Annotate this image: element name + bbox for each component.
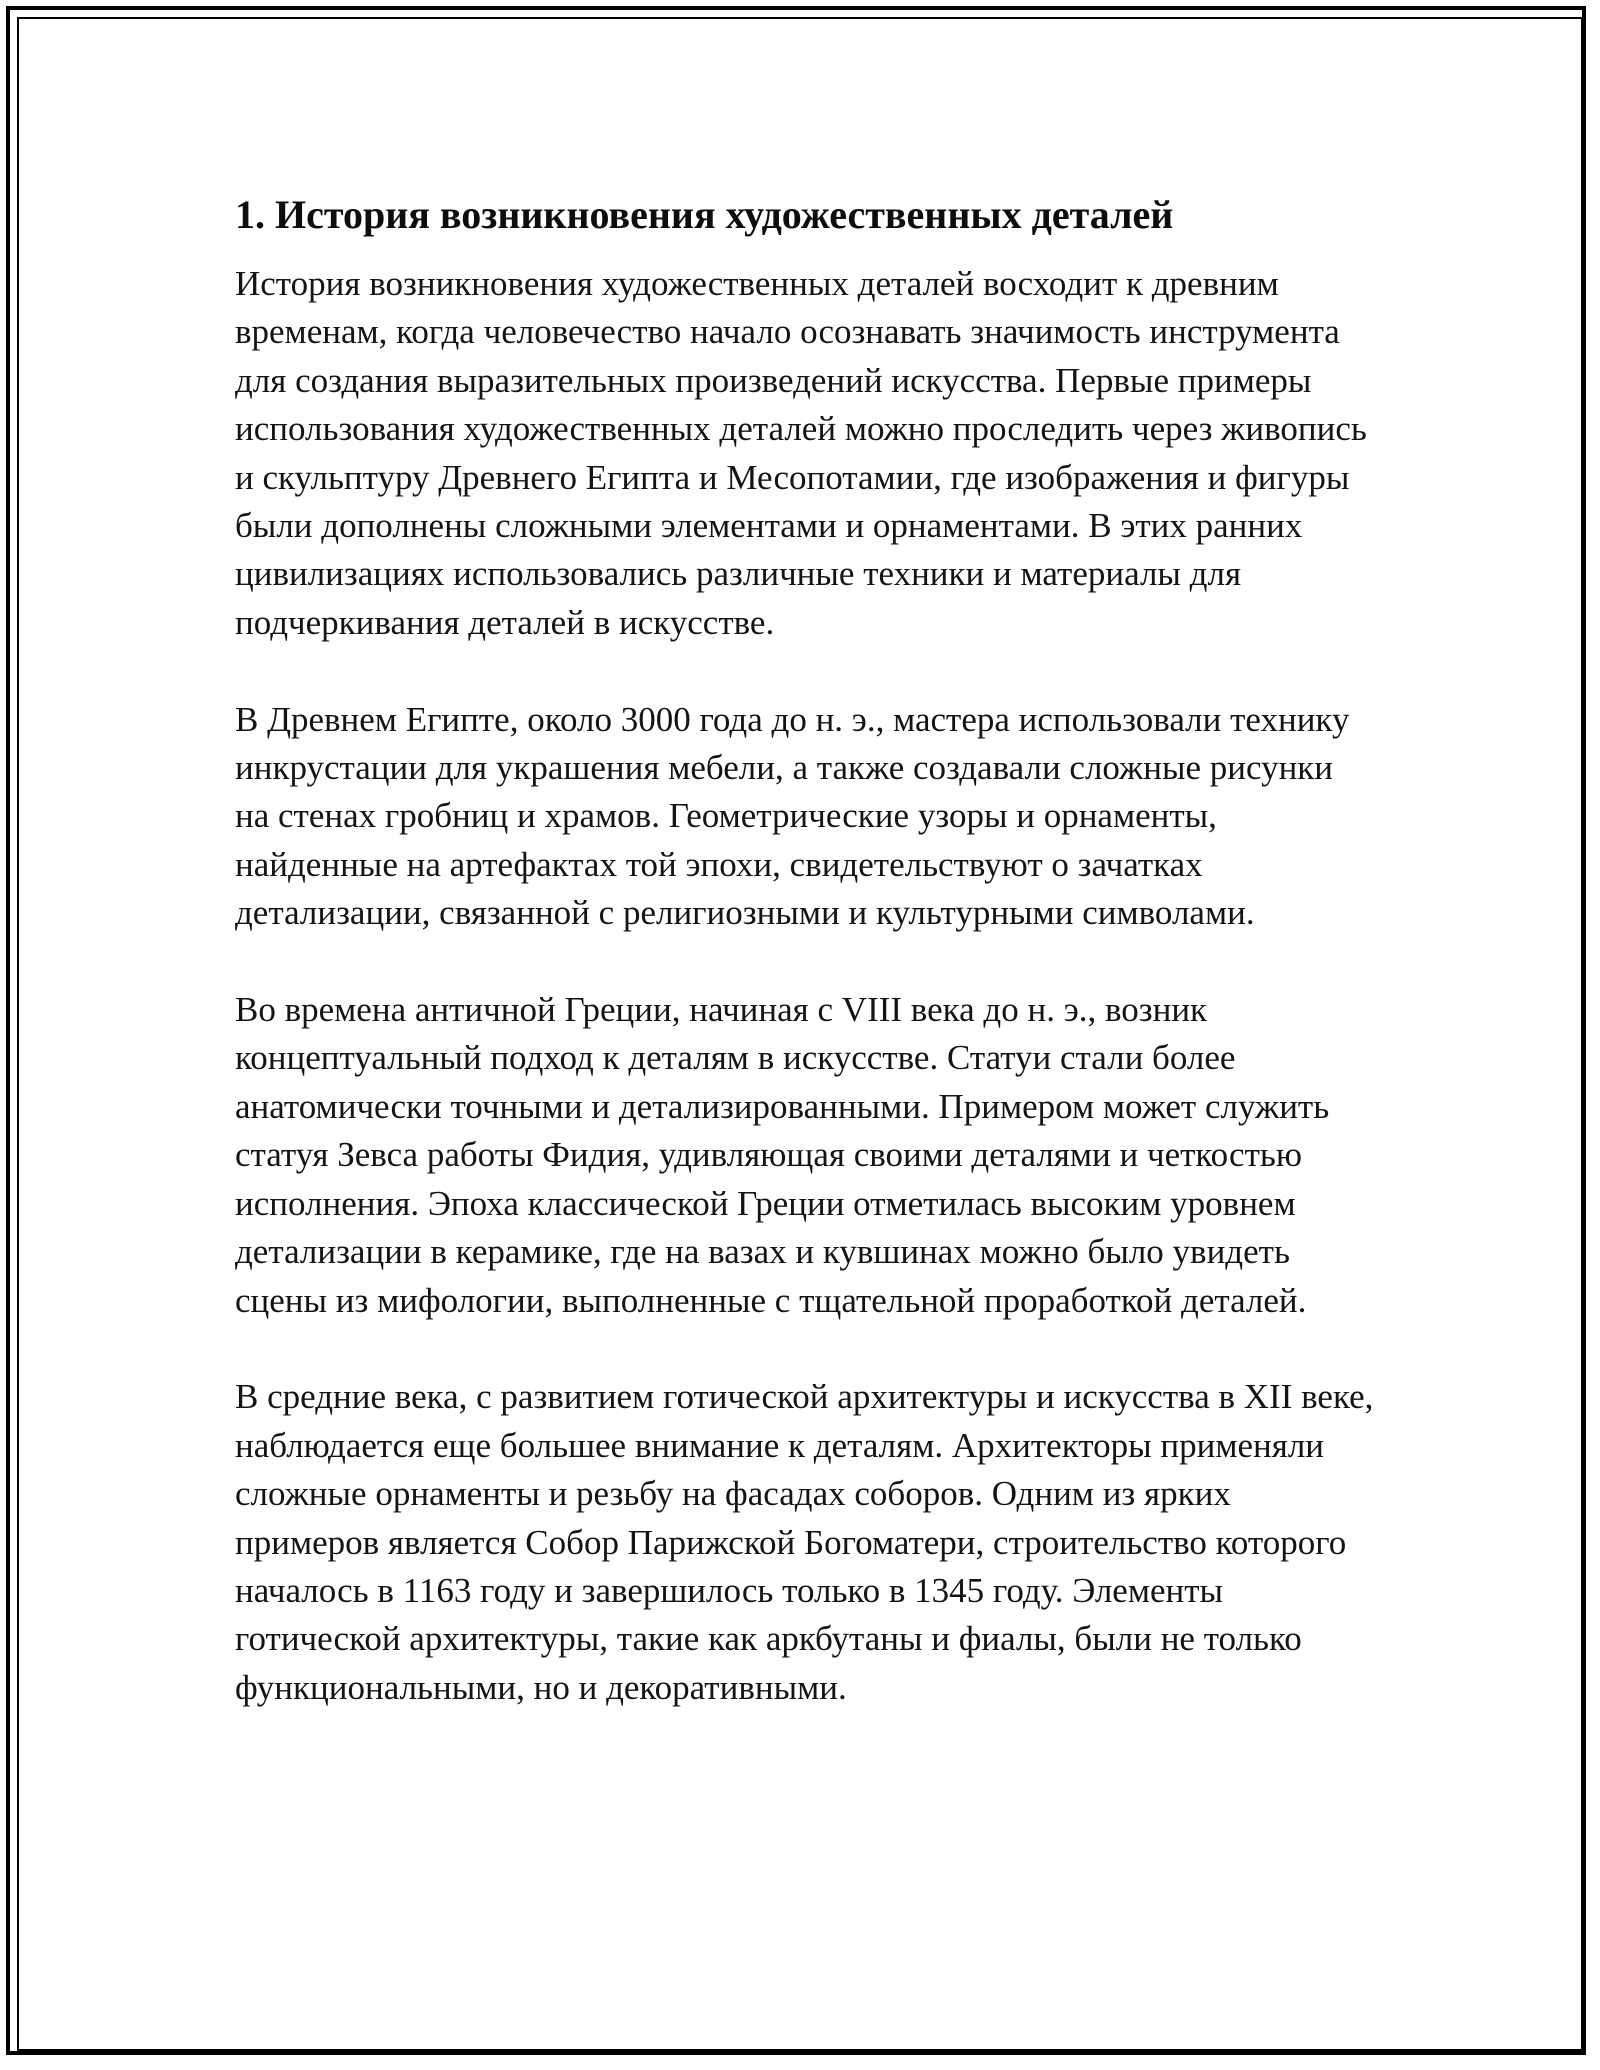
section-heading: 1. История возникновения художественных деталей [235, 192, 1174, 237]
document-body [235, 190, 1375, 1712]
paragraph-ancient-greece: Во времена античной Греции, начиная с VIII века до н. э., возник концептуальный подход к деталям в искусстве. Статуи стали более анатомически точными и детализированными. Примером может служить статуя Зевса работы Фидия, удивляющая своими деталями и четкостью исполнения. Эпоха классической Греции отметилась высоким уровнем детализации в керамике, где на вазах и кувшинах можно было увидеть сцены из мифологии, выполненные с тщательной проработкой деталей. [235, 990, 1330, 1320]
paragraph-ancient-egypt: В Древнем Египте, около 3000 года до н. э., мастера использовали технику инкрустации для украшения мебели, а также создавали сложные рисунки на стенах гробниц и храмов. Геометрические узоры и орнаменты, найденные на артефактах той эпохи, свидетельствуют о зачатках детализации, связанной с религиозными и культурными символами. [235, 699, 1350, 933]
paragraph-origins: История возникновения художественных деталей восходит к древним временам, когда человечество начало осознавать значимость инструмента для создания выразительных произведений искусства. Первые примеры использования художественных деталей можно проследить через живопись и скульптуру Древнего Египта и Месопотамии, где изображения и фигуры были дополнены сложными элементами и орнаментами. В этих ранних цивилизациях использовались различные техники и материалы для подчеркивания деталей в искусстве. [235, 264, 1367, 642]
paragraph-middle-ages: В средние века, с развитием готической архитектуры и искусства в XII веке, наблюдается еще большее внимание к деталям. Архитекторы применяли сложные орнаменты и резьбу на фасадах соборов. Одним из ярких примеров является Собор Парижской Богоматери, строительство которого началось в 1163 году и завершилось только в 1345 году. Элементы готической архитектуры, такие как аркбутаны и фиалы, были не только функциональными, но и декоративными. [235, 1377, 1374, 1707]
